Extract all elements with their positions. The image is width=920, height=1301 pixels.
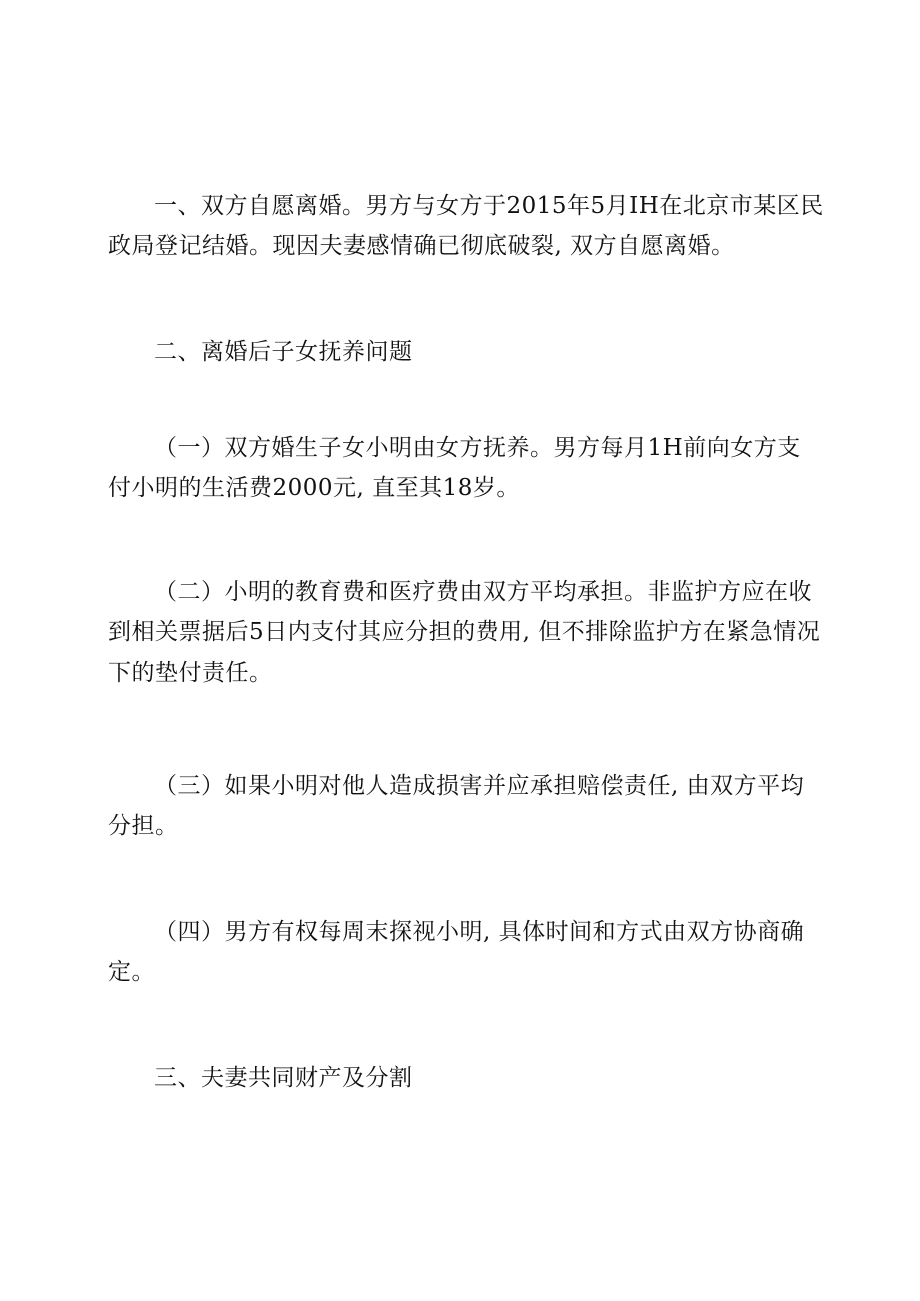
paragraph-custody-item-3: （三）如果小明对他人造成损害并应承担赔偿责任, 由双方平均分担。	[108, 773, 805, 840]
paragraph-custody-item-2: （二）小明的教育费和医疗费由双方平均承担。非监护方应在收到相关票据后5日内支付其应分担的费用, 但不排除监护方在紧急情况下的垫付责任。	[108, 579, 821, 686]
paragraph-custody-item-4: （四）男方有权每周末探视小明, 具体时间和方式由双方协商确定。	[108, 919, 805, 986]
paragraph-divorce-agreement: 一、双方自愿离婚。男方与女方于2015年5月IH在北京市某区民政局登记结婚。现因夫妻感情确已彻底破裂, 双方自愿离婚。	[108, 193, 824, 260]
section-heading-joint-property: 三、夫妻共同财产及分割	[154, 1065, 413, 1091]
paragraph-custody-item-1: （一）双方婚生子女小明由女方抚养。男方每月1H前向女方支付小明的生活费2000元, 直至其18岁。	[108, 435, 801, 502]
section-heading-child-custody: 二、离婚后子女抚养问题	[154, 339, 413, 365]
